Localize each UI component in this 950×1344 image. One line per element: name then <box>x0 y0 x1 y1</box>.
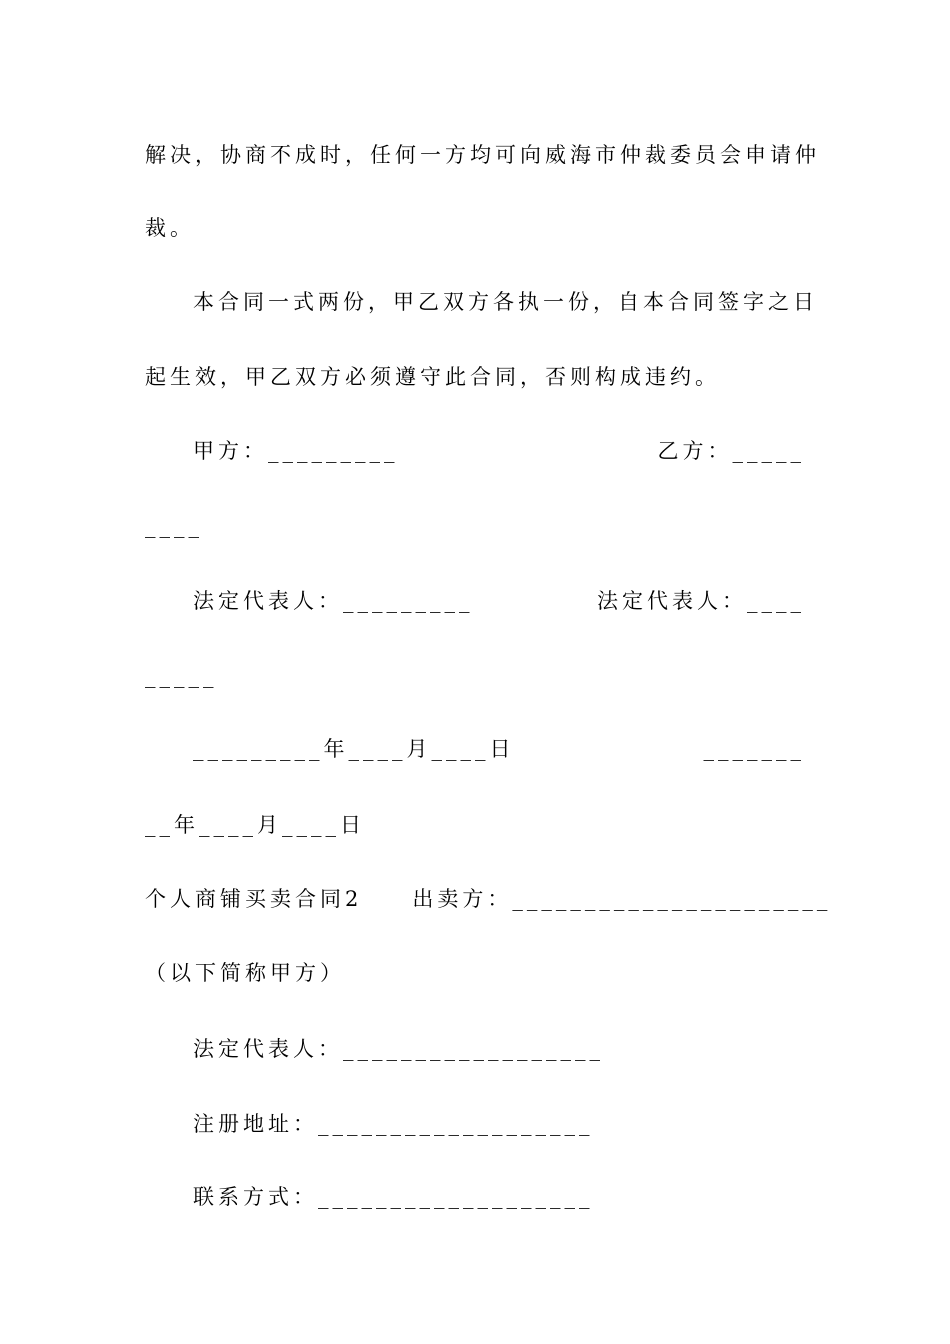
paragraph-line: 裁。 <box>145 216 195 240</box>
party-a-representative: 法定代表人：_________ <box>193 589 474 613</box>
party-a-signature: 甲方：_________ <box>193 439 399 463</box>
seller-address: 注册地址：___________________ <box>193 1112 594 1136</box>
contract-2-title: 个人商铺买卖合同2 出卖方：______________________ <box>145 887 832 911</box>
seller-representative: 法定代表人：__________________ <box>193 1037 604 1061</box>
party-b-representative-continued: _____ <box>145 664 218 688</box>
paragraph-line: 起生效，甲乙双方必须遵守此合同，否则构成违约。 <box>145 365 720 389</box>
paragraph-line: 本合同一式两份，甲乙双方各执一份，自本合同签字之日 <box>193 290 818 314</box>
party-b-representative: 法定代表人：____ <box>597 589 805 613</box>
party-b-signature: 乙方：_____ <box>657 439 805 463</box>
party-b-date: _______ <box>703 737 805 761</box>
paragraph-line: 解决，协商不成时，任何一方均可向威海市仲裁委员会申请仲 <box>145 143 820 167</box>
party-b-date-continued: __年____月____日 <box>145 813 365 837</box>
seller-contact: 联系方式：___________________ <box>193 1185 594 1209</box>
party-b-signature-continued: ____ <box>145 514 203 538</box>
seller-abbreviation: （以下简称甲方） <box>145 961 345 985</box>
party-a-date: _________年____月____日 <box>193 737 515 761</box>
